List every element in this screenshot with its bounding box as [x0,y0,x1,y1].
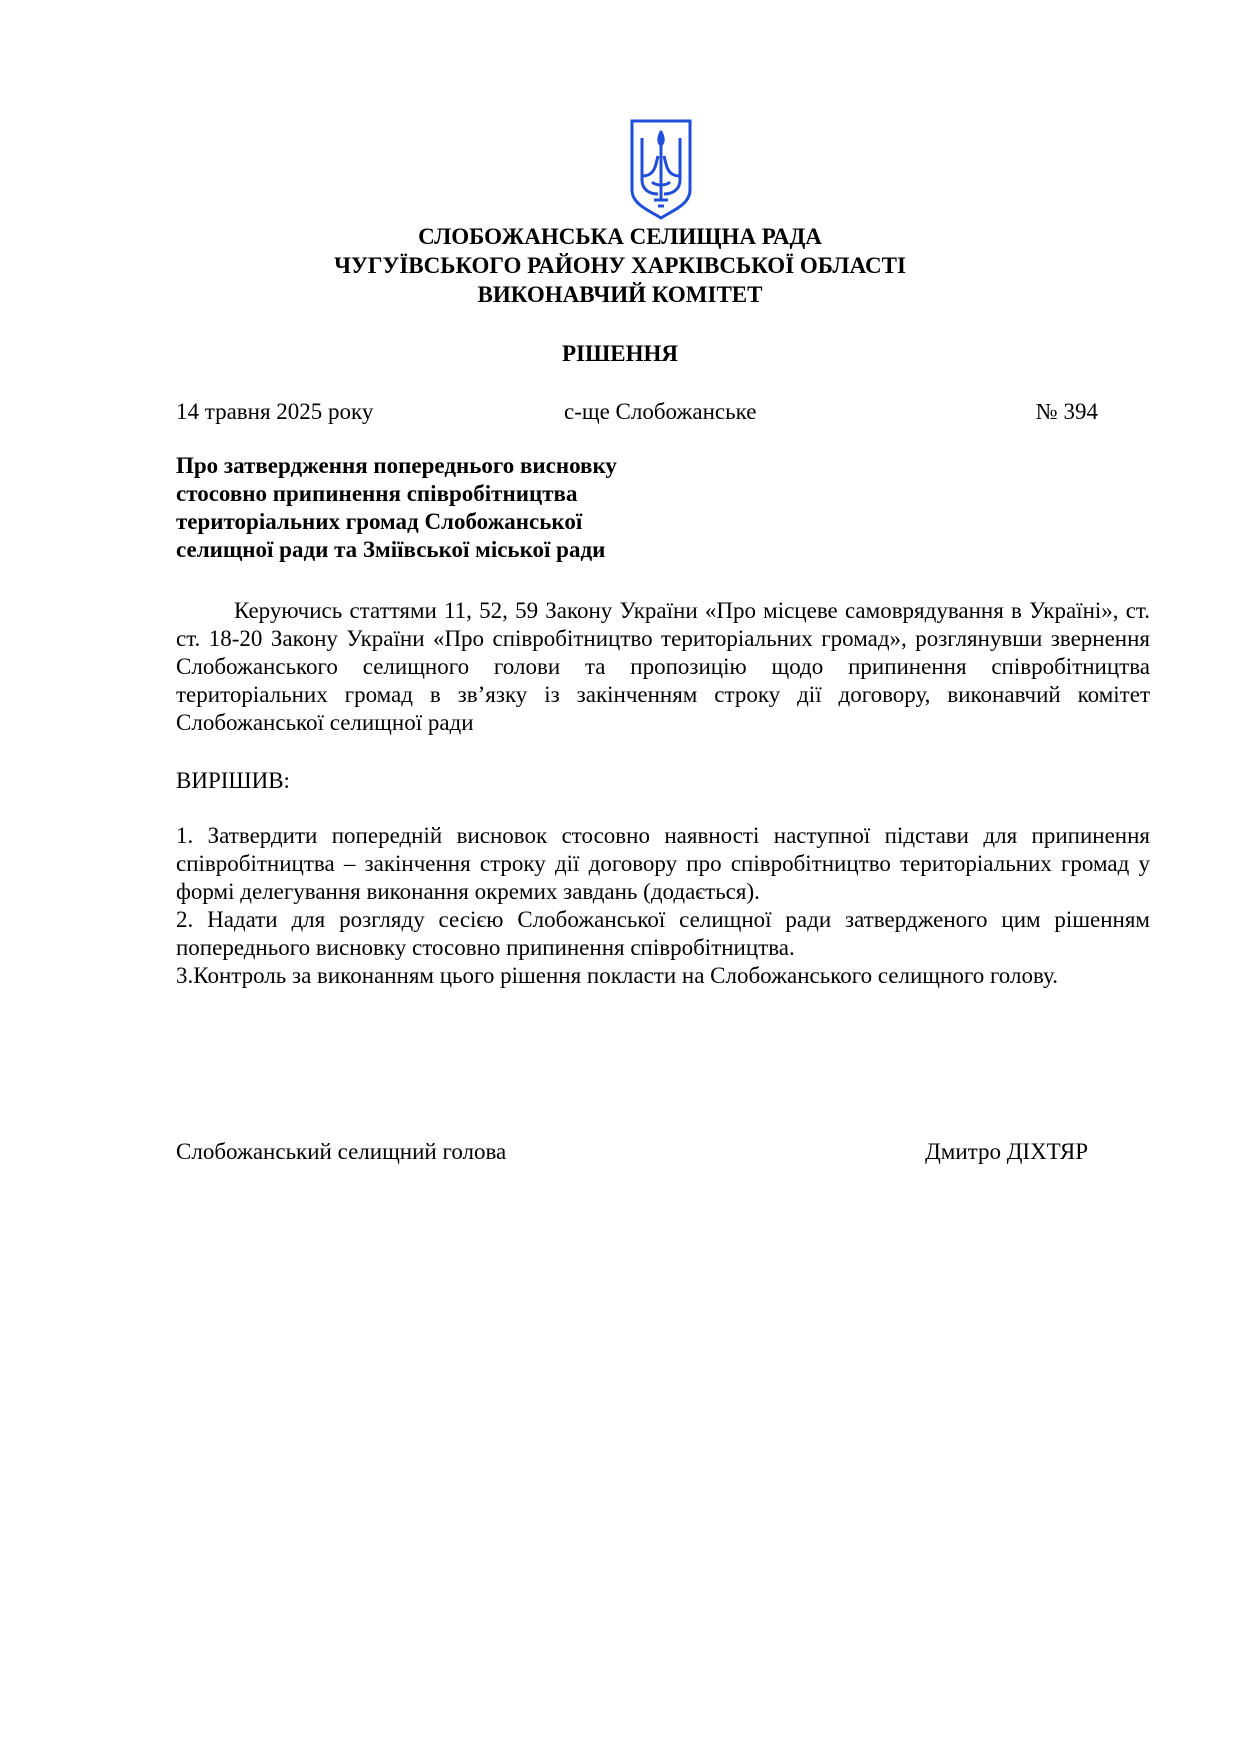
document-number: № 394 [1035,399,1098,424]
decision-items [176,822,1150,990]
subject-line: селищної ради та Зміївської міської ради [176,537,606,562]
subject-line: Про затвердження попереднього висновку [176,453,617,478]
header-committee-name: ВИКОНАВЧИЙ КОМІТЕТ [477,282,763,307]
subject-line: територіальних громад Слобожанської [176,509,583,534]
document-meta-row [176,397,1098,427]
document-place: с-ще Слобожанське [564,399,757,424]
header-district-name: ЧУГУЇВСЬКОГО РАЙОНУ ХАРКІВСЬКОЇ ОБЛАСТІ [334,253,906,278]
signatory-position: Слобожанський селищний голова [176,1139,507,1164]
resolved-heading: ВИРІШИВ: [176,768,290,793]
decision-item: 3.Контроль за виконанням цього рішення покласти на Слобожанського селищного голову. [176,963,1058,988]
document-date: 14 травня 2025 року [176,399,374,424]
decision-item: 1. Затвердити попередній висновок стосовно наявності наступної підстави для припинення співробітництва – закінчення строку дії договору про співробітництво територіальних громад у формі делегування виконання окремих завдань (додається). [176,823,1150,904]
organization-header [0,222,1240,309]
signature-block [176,1137,1088,1167]
signatory-name: Дмитро ДІХТЯР [925,1139,1088,1164]
decision-item: 2. Надати для розгляду сесією Слобожанської селищної ради затвердженого цим рішенням попереднього висновку стосовно припинення співробітництва. [176,907,1150,960]
subject-line: стосовно припинення співробітництва [176,481,578,506]
document-subject [176,452,736,564]
ukraine-coat-of-arms-icon [628,118,694,220]
header-council-name: СЛОБОЖАНСЬКА СЕЛИЩНА РАДА [418,224,822,249]
preamble-paragraph: Керуючись статтями 11, 52, 59 Закону України «Про місцеве самоврядування в Україні», ст. ст. 18-20 Закону України «Про співробітництво територіальних громад», розглянувши звернення Слобожанського селищного голови та пропозицію щодо припинення співробітництва територіальних громад в зв’язку із закінченням строку дії договору, виконавчий комітет Слобожанської селищної ради [176,598,1150,735]
document-type-title: РІШЕННЯ [562,341,678,366]
